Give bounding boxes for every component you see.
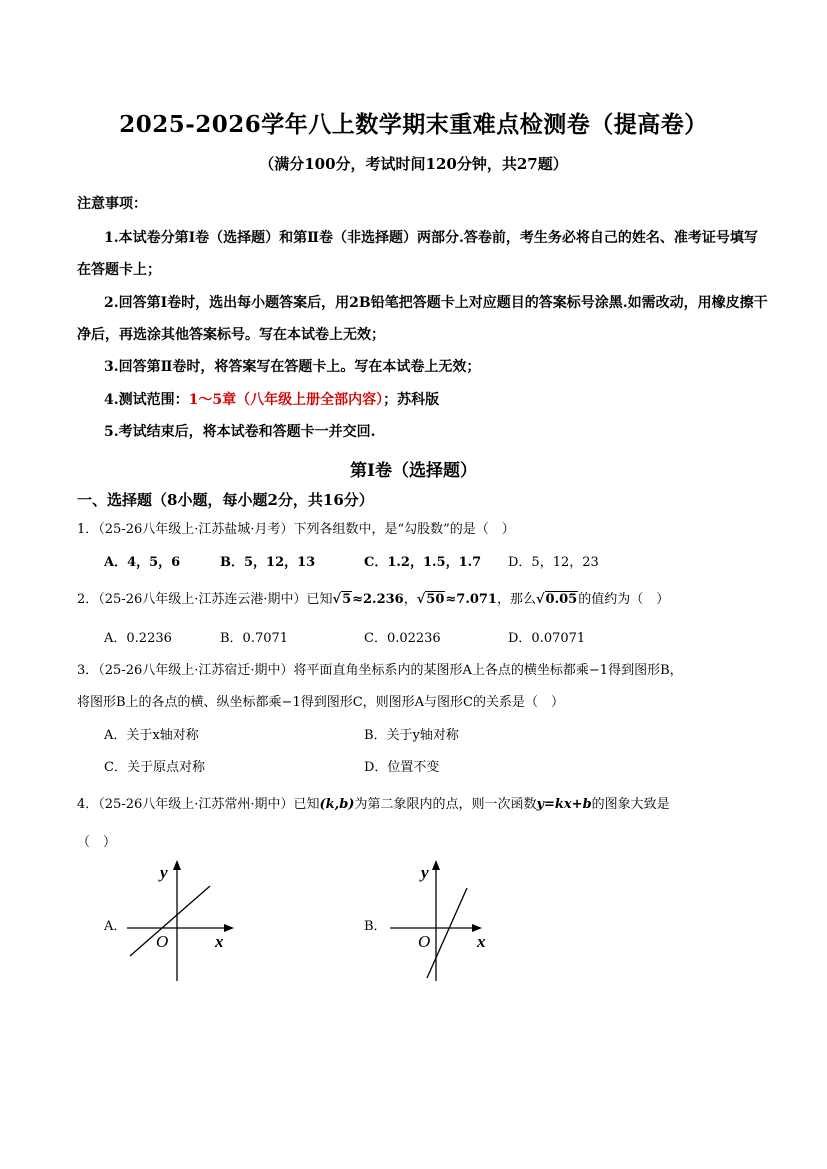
q4-suffix: 的图象大致是 <box>591 797 670 812</box>
q1-stem: 1．（25-26八年级上·江苏盐城·月考）下列各组数中，是“勾股数”的是（ ） <box>77 522 515 537</box>
part1-heading: 一、选择题（8小题，每小题2分，共16分） <box>77 491 374 509</box>
q4-function: y=kx+b <box>536 797 592 812</box>
q3-line2: 将图形B上的各点的横、纵坐标都乘−1得到图形C，则图形A与图形C的关系是（ ） <box>77 695 564 710</box>
q3-option-d: D．位置不变 <box>364 760 440 775</box>
notice-item2-line1: 2.回答第Ⅰ卷时，选出每小题答案后，用2B铅笔把答题卡上对应题目的答案标号涂黑.如需改动，用橡皮擦干 <box>104 295 768 311</box>
graph-b-x-arrow <box>472 924 482 932</box>
notice-item2-line2: 净后，再选涂其他答案标号。写在本试卷上无效； <box>77 327 385 343</box>
section-title: 第Ⅰ卷（选择题） <box>350 461 477 481</box>
q4-point: (k,b) <box>319 797 355 812</box>
q4-option-a: A． <box>104 919 127 934</box>
notice-item4-prefix: 4.测试范围： <box>104 392 189 408</box>
q4-prefix: 4．（25-26八年级上·江苏常州·期中）已知 <box>77 797 320 812</box>
q2-value-1: ≈2.236 <box>352 592 404 607</box>
graph-b-label-origin: O <box>418 932 431 951</box>
q4-graph-b <box>385 856 505 986</box>
notice-item5: 5.考试结束后，将本试卷和答题卡一并交回. <box>104 424 376 440</box>
q4-graph-a <box>122 856 242 986</box>
q4-option-b: B． <box>364 919 387 934</box>
q3-option-b: B．关于y轴对称 <box>364 728 459 743</box>
q2-sep: ， <box>403 592 417 607</box>
exam-title: 2025-2026学年八上数学期末重难点检测卷（提高卷） <box>119 111 708 138</box>
q4-paren: （ ） <box>77 835 117 850</box>
q2-suffix: 的值约为（ ） <box>578 592 670 607</box>
q2-option-d: D．0.07071 <box>508 631 586 646</box>
q1-option-d: D．5，12，23 <box>508 555 599 570</box>
q3-line1: 3．（25-26八年级上·江苏宿迁·期中）将平面直角坐标系内的某图形A上各点的横坐标都乘−1得到图形B， <box>77 663 683 678</box>
q3-option-c: C．关于原点对称 <box>104 760 205 775</box>
notice-item4-suffix: ；苏科版 <box>383 392 440 408</box>
notice-item1-line2: 在答题卡上； <box>77 262 161 278</box>
q2-value-2: ≈7.071 <box>445 592 497 607</box>
q2-sqrt-5: √5 <box>332 592 352 607</box>
q4-stem <box>77 793 670 812</box>
graph-a-line <box>130 886 210 956</box>
graph-a-y-arrow <box>173 860 181 870</box>
graph-a-label-x: x <box>215 932 224 951</box>
q1-option-c: C．1.2，1.5，1.7 <box>364 555 482 570</box>
q2-prefix: 2．（25-26八年级上·江苏连云港·期中）已知 <box>77 592 333 607</box>
graph-a-label-origin: O <box>156 932 169 951</box>
q2-mid: ，那么 <box>496 592 536 607</box>
q4-mid: 为第二象限内的点，则一次函数 <box>354 797 537 812</box>
graph-b-label-x: x <box>477 932 486 951</box>
q2-option-b: B．0.7071 <box>220 631 289 646</box>
notice-item4 <box>104 389 439 409</box>
graph-b-y-arrow <box>432 860 440 870</box>
q3-option-a: A．关于x轴对称 <box>104 728 199 743</box>
graph-b-label-y: y <box>421 863 429 882</box>
exam-subtitle: （满分100分，考试时间120分钟，共27题） <box>259 155 568 173</box>
q2-stem <box>77 588 669 607</box>
q2-sqrt-005: √0.05 <box>536 592 578 607</box>
q2-option-c: C．0.02236 <box>364 631 441 646</box>
graph-b-line <box>427 888 467 978</box>
notice-heading: 注意事项： <box>77 196 147 212</box>
q1-option-b: B．5，12，13 <box>220 555 316 570</box>
notice-item3: 3.回答第Ⅱ卷时，将答案写在答题卡上。写在本试卷上无效； <box>104 359 481 375</box>
q2-option-a: A．0.2236 <box>104 631 172 646</box>
q2-sqrt-50: √50 <box>416 592 445 607</box>
q1-option-a: A．4，5，6 <box>104 555 181 570</box>
test-range-highlight: 1～5章（八年级上册全部内容） <box>188 392 384 408</box>
graph-a-x-arrow <box>224 924 234 932</box>
notice-item1-line1: 1.本试卷分第Ⅰ卷（选择题）和第Ⅱ卷（非选择题）两部分.答卷前，考生务必将自己的姓名、准考证号填写 <box>104 230 758 246</box>
graph-a-label-y: y <box>160 863 168 882</box>
